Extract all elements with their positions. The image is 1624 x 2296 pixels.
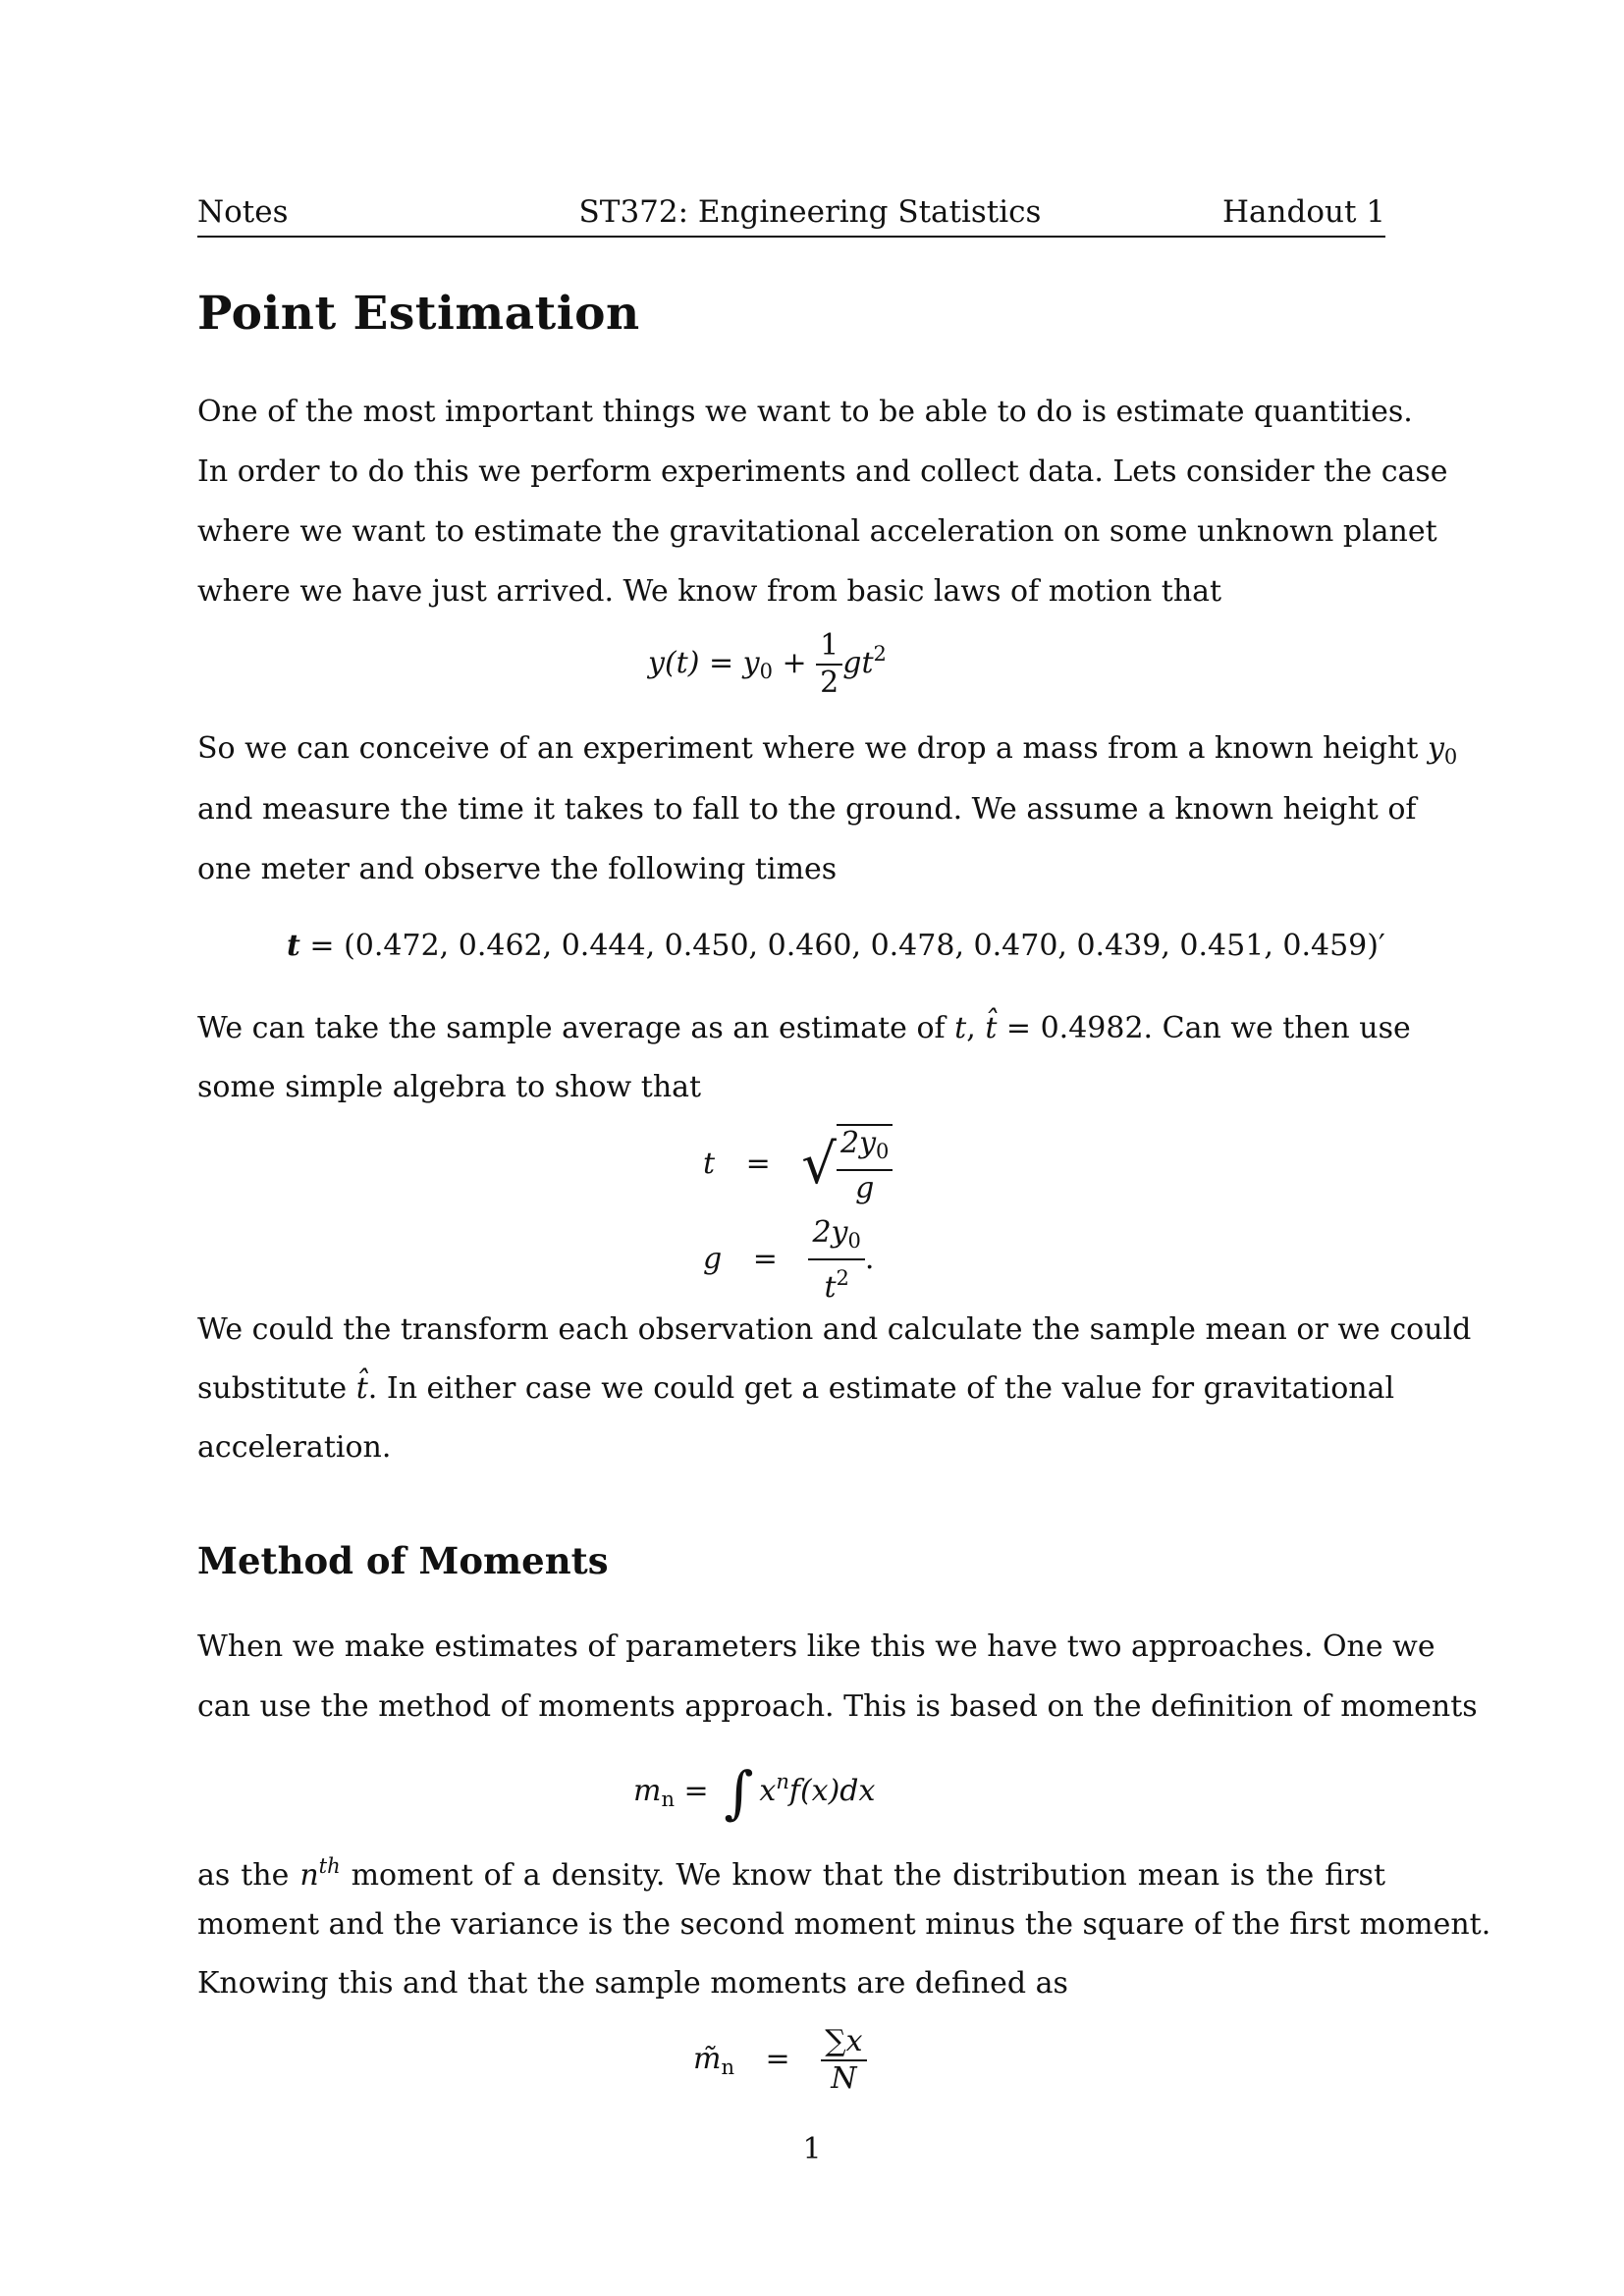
paragraph-line: In order to do this we perform experiments and collect data. Lets consider the case <box>197 454 1448 489</box>
paragraph-line: So we can conceive of an experiment where we drop a mass from a known height $y_0$ <box>197 731 1458 769</box>
eq-rhs: gt <box>842 646 874 680</box>
equation-sample-moment: $m̃_n$ = $\frac{\sum x}{N}$ <box>693 2024 867 2097</box>
paragraph-line: acceleration. <box>197 1430 392 1465</box>
g-fraction: $\frac{2y_0}{t^2}$ <box>808 1215 864 1306</box>
eq-sub: 0 <box>759 660 773 683</box>
paragraph-line: where we want to estimate the gravitational acceleration on some unknown planet <box>197 514 1437 549</box>
eq-lhs: y(t) = y <box>648 646 760 680</box>
paragraph-line: as the $n^{th}$ moment of a density. We know that the distribution mean is the first <box>197 1854 1386 1893</box>
header-rule <box>197 236 1385 238</box>
equation-g: g = $\frac{2y_0}{t^2}$ . <box>703 1215 875 1305</box>
page-title: Point Estimation <box>197 287 640 341</box>
equation-t-sqrt: t = √ $\frac{2y_0}{g}$ <box>703 1124 893 1206</box>
paragraph-line: We could the transform each observation and calculate the sample mean or we could <box>197 1312 1472 1347</box>
equation-moment: $m_n$ = ∫ $x^nf(x)dx$ <box>633 1759 876 1826</box>
running-header-center: ST372: Engineering Statistics <box>578 194 1042 230</box>
paragraph-line: Knowing this and that the sample moments are defined as <box>197 1966 1068 2001</box>
sqrt-sign: √ <box>801 1133 837 1197</box>
paragraph-line: substitute t̂. In either case we could get a estimate of the value for gravitational <box>197 1371 1395 1406</box>
equation-motion: $y(t) = y_0$ + $\frac{1}{2}$ $gt^2$ <box>648 628 887 700</box>
paragraph-line: We can take the sample average as an estimate of t, t̂ = 0.4982. Can we then use <box>197 1011 1411 1045</box>
paragraph-line: moment and the variance is the second moment minus the square of the first moment. <box>197 1907 1491 1942</box>
paragraph-line: some simple algebra to show that <box>197 1070 702 1104</box>
page-number: 1 <box>802 2132 822 2166</box>
section-title: Method of Moments <box>197 1539 609 1582</box>
eq-plus: + <box>772 646 817 680</box>
paragraph-line: and measure the time it takes to fall to the ground. We assume a known height of <box>197 792 1417 827</box>
paragraph-line: When we make estimates of parameters like this we have two approaches. One we <box>197 1629 1435 1664</box>
sqrt-fraction: $\frac{2y_0}{g}$ <box>837 1124 893 1206</box>
times-vector: t = (0.472, 0.462, 0.444, 0.450, 0.460, 0.478, 0.470, 0.439, 0.451, 0.459)′ <box>287 929 1385 963</box>
integral-sign: ∫ <box>724 1759 754 1826</box>
sample-moment-fraction: $\frac{\sum x}{N}$ <box>821 2024 866 2097</box>
paragraph-line: one meter and observe the following times <box>197 852 838 886</box>
paragraph-line: One of the most important things we want to be able to do is estimate quantities. <box>197 395 1413 429</box>
running-header-right: Handout 1 <box>1222 194 1385 230</box>
paragraph-line: can use the method of moments approach. This is based on the definition of moments <box>197 1689 1478 1724</box>
eq-fraction: $\frac{1}{2}$ <box>816 628 842 701</box>
running-header-left: Notes <box>197 194 289 230</box>
paragraph-line: where we have just arrived. We know from basic laws of motion that <box>197 574 1222 609</box>
